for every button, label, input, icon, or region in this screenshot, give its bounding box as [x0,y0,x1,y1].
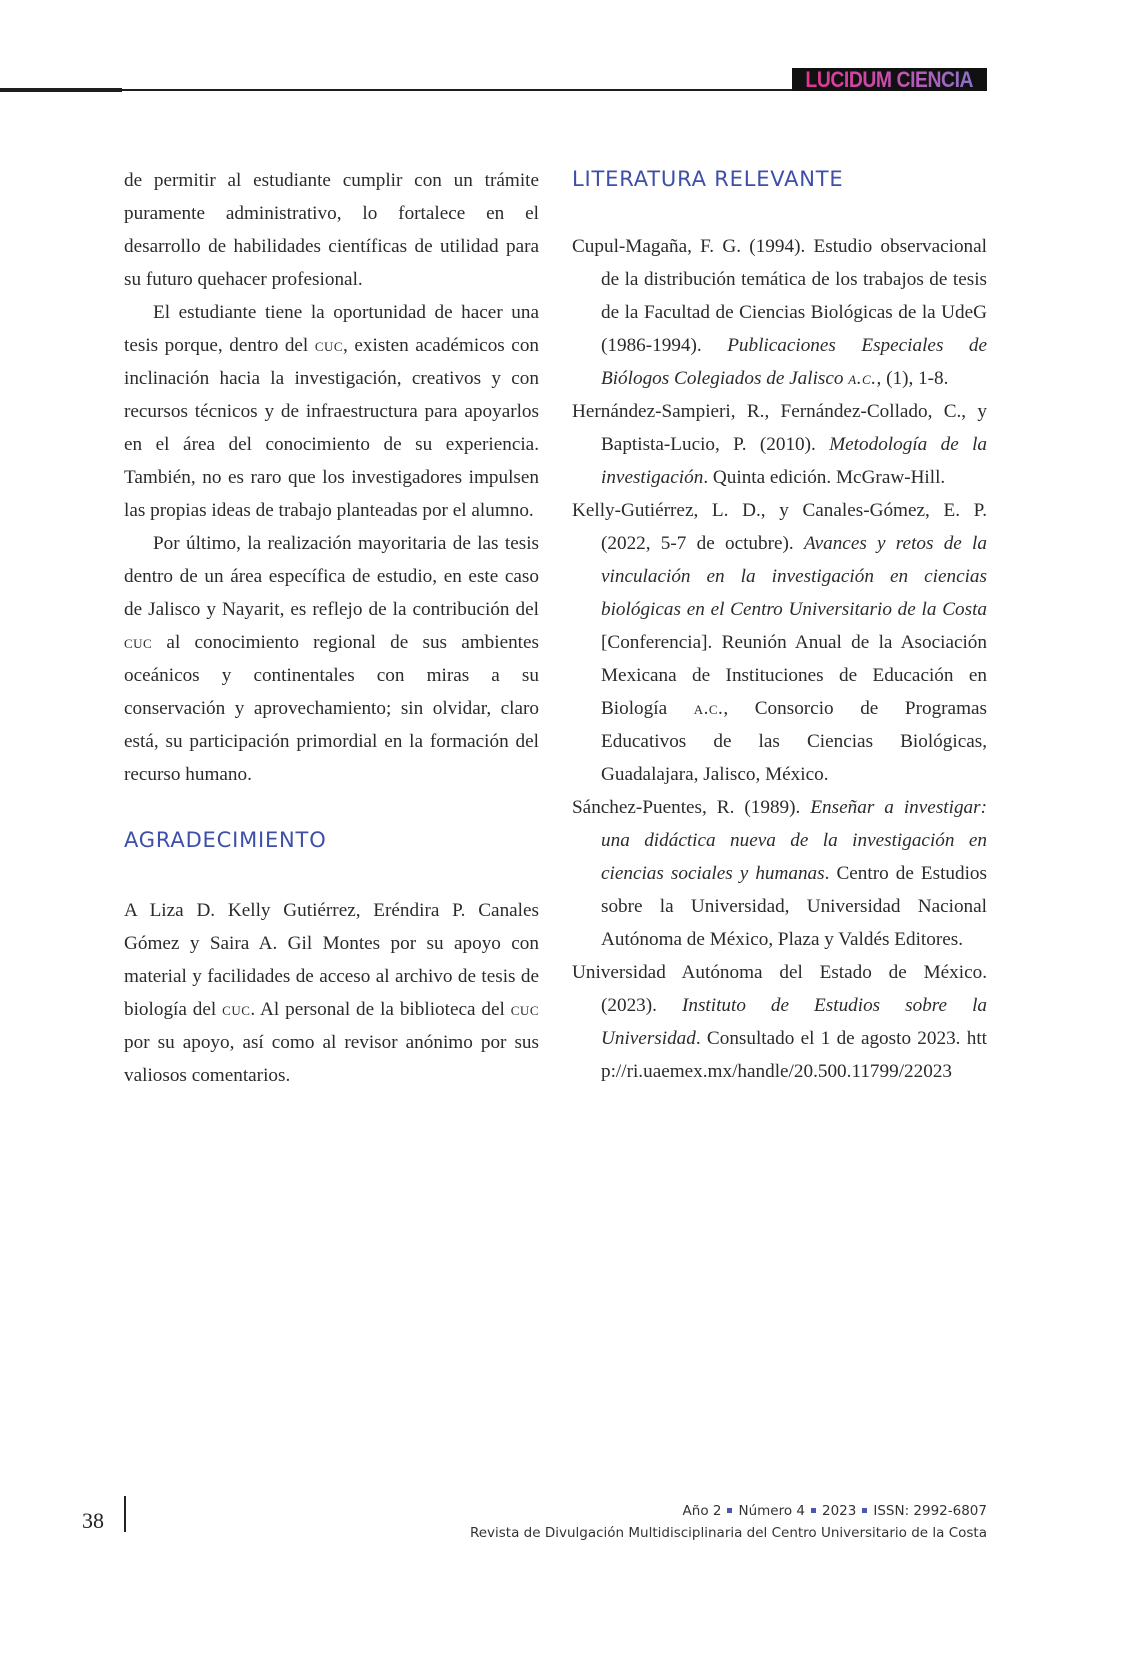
text-run: al conocimiento regional de sus ambientes oceánicos y continentales con miras a su conservación y aprovechamiento; sin olvidar, claro está, su participación primordial en la formación del recurso humano. [124,632,539,785]
issue-line [470,1500,987,1522]
acknowledgment-paragraph [124,894,539,1092]
reference-text: . Quinta edición. McGraw-Hill. [703,467,946,488]
footer-info [470,1500,987,1544]
reference-text: Sánchez-Puentes, R. (1989). [572,797,811,818]
issue-date: 2023 [821,1503,857,1519]
reference-title: Enseñar a investigar: una didáctica nueva de la investigación en ciencias sociales y humanas [601,797,987,884]
reference-item [572,956,987,1088]
text-run: por su apoyo, así como al revisor anónimo por sus valiosos comentarios. [124,1032,539,1086]
section-heading-literatura: LITERATURA RELEVANTE [572,167,844,191]
reference-text: , (1), 1-8. [876,368,949,389]
text-run: Por último, la realización mayoritaria de las tesis dentro de un área específica de estudio, en este caso de Jalisco y Nayarit, es reflejo de la contribución del [124,533,539,620]
reference-text: , Consorcio de Programas Educativos de las Ciencias Biológicas, Guadalajara, Jalisco, México. [601,698,987,785]
body-paragraph [124,296,539,527]
header-rule-thick [0,88,122,92]
issue-number: Número 4 [738,1503,805,1519]
body-paragraph [124,527,539,791]
reference-item [572,494,987,791]
reference-text: Hernández-Sampieri, R., Fernández-Collado, C., y Baptista-Lucio, P. (2010). [572,401,987,455]
abbreviation-cuc: cuc [510,999,539,1020]
reference-item [572,395,987,494]
reference-title: Avances y retos de la vinculación en la investigación en ciencias biológicas en el Centro Universitario de la Costa [601,533,987,620]
reference-title: Instituto de Estudios sobre la Universidad [601,995,988,1049]
right-column [572,164,987,1088]
reference-item [572,230,987,395]
reference-url-link[interactable]: http://ri.uaemex.mx/handle/20.500.11799/22023 [601,1028,987,1082]
reference-text: . Centro de Estudios sobre la Universidad, Universidad Nacional Autónoma de México, Plaza y Valdés Editores. [601,863,987,950]
abbreviation-cuc: cuc [314,335,344,356]
body-paragraph: de permitir al estudiante cumplir con un trámite puramente administrativo, lo fortalece en el desarrollo de habilidades científicas de utilidad para su futuro quehacer profesional. [124,170,539,290]
reference-text: Universidad Autónoma del Estado de México. (2023). [572,962,987,1016]
abbreviation-cuc: cuc [222,999,251,1020]
reference-text: [Conferencia]. Reunión Anual de la Asociación Mexicana de Instituciones de Educación en Biología [601,632,987,719]
square-bullet-icon [862,1508,867,1513]
issn: ISSN: 2992-6807 [873,1503,987,1519]
reference-item [572,791,987,956]
text-run: A Liza D. Kelly Gutiérrez, Eréndira P. Canales Gómez y Saira A. Gil Montes por su apoyo con material y facilidades de acceso al archivo de tesis de biología del [124,900,539,1020]
journal-brand-title: LUCIDUM CIENCIA [805,67,974,92]
abbreviation-cuc: cuc [124,632,153,653]
square-bullet-icon [811,1508,816,1513]
reference-text: Kelly-Gutiérrez, L. D., y Canales-Gómez, E. P. (2022, 5-7 de octubre). [572,500,987,554]
issue-year: Año 2 [682,1503,722,1519]
reference-title: Metodología de la investigación [601,434,987,488]
journal-brand-banner [792,68,987,91]
text-run: El estudiante tiene la oportunidad de hacer una tesis porque, dentro del [124,302,539,356]
left-column [124,164,539,1092]
text-run: , existen académicos con inclinación hacia la investigación, creativos y con recursos técnicos y de infraestructura para apoyarlos en el área del conocimiento de su experiencia. También, no es raro que los investigadores impulsen las propias ideas de trabajo planteadas por el alumno. [124,335,540,521]
footer-divider [124,1496,126,1532]
reference-text: Cupul-Magaña, F. G. (1994). Estudio observacional de la distribución temática de los trabajos de tesis de la Facultad de Ciencias Biológicas de la UdeG (1986-1994). [572,236,987,356]
text-run: . Al personal de la biblioteca del [250,999,511,1020]
page-number: 38 [82,1508,104,1533]
journal-name: Revista de Divulgación Multidisciplinaria del Centro Universitario de la Costa [469,1525,987,1541]
reference-title: Publicaciones Especiales de Biólogos Colegiados de Jalisco [601,335,987,389]
abbreviation-ac: a.c. [848,368,877,389]
abbreviation-ac: a.c. [693,698,724,719]
square-bullet-icon [727,1508,732,1513]
reference-text: . Consultado el 1 de agosto 2023. [695,1028,967,1049]
section-heading-agradecimiento: AGRADECIMIENTO [124,828,327,852]
